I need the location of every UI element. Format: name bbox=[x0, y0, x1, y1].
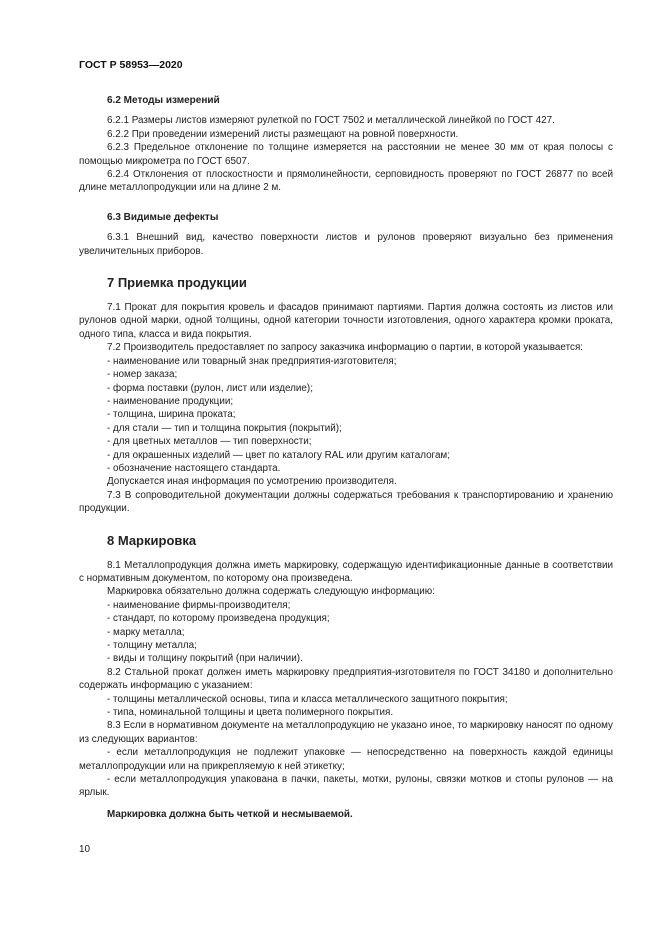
list-item: - если металлопродукция не подлежит упаковке — непосредственно на поверхность каждой единицы металлопродукции или на прикрепляемую к ней этикетку; bbox=[79, 747, 613, 772]
list-item: - толщины металлической основы, типа и класса металлического защитного покрытия; bbox=[107, 693, 508, 705]
paragraph: 6.2.2 При проведении измерений листы размещают на ровной поверхности. bbox=[107, 128, 459, 140]
list-item: - толщина, ширина проката; bbox=[107, 409, 236, 421]
paragraph: 8.1 Металлопродукция должна иметь маркировку, содержащую идентификационные данные в соответствии с нормативным документом, по которому она произведена. bbox=[79, 559, 613, 584]
document-page bbox=[79, 58, 613, 821]
list-item: - стандарт, по которому произведена продукция; bbox=[107, 613, 330, 625]
paragraph: 7.2 Производитель предоставляет по запросу заказчика информацию о партии, в которой указывается: bbox=[107, 342, 584, 354]
list-item: - для цветных металлов — тип поверхности; bbox=[107, 436, 312, 448]
paragraph: 6.2.4 Отклонения от плоскостности и прямолинейности, серповидность проверяют по ГОСТ 26877 по всей длине металлопродукции или на длине 2 м. bbox=[79, 169, 613, 194]
list-item: - виды и толщину покрытий (при наличии). bbox=[107, 653, 303, 665]
section-8 bbox=[79, 532, 613, 822]
subsection-title: 6.3 Видимые дефекты bbox=[107, 211, 219, 223]
list-item: - наименование продукции; bbox=[107, 395, 234, 407]
paragraph: Маркировка обязательно должна содержать следующую информацию: bbox=[107, 586, 435, 598]
subsection-6-2 bbox=[79, 94, 613, 195]
paragraph: Допускается иная информация по усмотрению производителя. bbox=[107, 476, 397, 488]
list-item: - для окрашенных изделий — цвет по каталогу RAL или другим каталогам; bbox=[107, 449, 450, 461]
list-item: - наименование или товарный знак предприятия-изготовителя; bbox=[107, 355, 397, 367]
marking-note: Маркировка должна быть четкой и несмываемой. bbox=[107, 808, 353, 820]
paragraph: 7.1 Прокат для покрытия кровель и фасадов принимают партиями. Партия должна состоять из листов или рулонов одной марки, одной толщины, одной категории точности изготовления, одного характера кромки проката, одного типа, класса и вида покрытия. bbox=[79, 302, 613, 340]
list-item: - для стали — тип и толщина покрытия (покрытий); bbox=[107, 422, 342, 434]
paragraph: 6.2.3 Предельное отклонение по толщине измеряется на расстоянии не менее 30 мм от края полосы с помощью микрометра по ГОСТ 6507. bbox=[79, 142, 613, 167]
document-code: ГОСТ Р 58953—2020 bbox=[79, 59, 183, 71]
section-title: 7 Приемка продукции bbox=[107, 275, 247, 291]
list-item: - марку металла; bbox=[107, 626, 185, 638]
page-number: 10 bbox=[79, 844, 90, 855]
paragraph: 8.3 Если в нормативном документе на металлопродукцию не указано иное, то маркировку наносят по одному из следующих вариантов: bbox=[79, 720, 613, 745]
section-7 bbox=[79, 274, 613, 516]
paragraph: 6.3.1 Внешний вид, качество поверхности листов и рулонов проверяют визуально без применения увеличительных приборов. bbox=[79, 232, 613, 257]
paragraph: 7.3 В сопроводительной документации должны содержаться требования к транспортированию и хранению продукции. bbox=[79, 489, 613, 515]
list-item: - наименование фирмы-производителя; bbox=[107, 599, 291, 611]
list-item: - форма поставки (рулон, лист или изделие); bbox=[107, 382, 313, 394]
subsection-title: 6.2 Методы измерений bbox=[107, 95, 220, 106]
list-item: - если металлопродукция упакована в пачки, пакеты, мотки, рулоны, связки мотков и стопы рулонов — на ярлык. bbox=[79, 774, 613, 799]
list-item: - обозначение настоящего стандарта. bbox=[107, 462, 281, 474]
paragraph: 6.2.1 Размеры листов измеряют рулеткой по ГОСТ 7502 и металлической линейкой по ГОСТ 427. bbox=[107, 115, 555, 127]
list-item: - типа, номинальной толщины и цвета полимерного покрытия. bbox=[107, 707, 394, 719]
section-title: 8 Маркировка bbox=[107, 532, 197, 548]
subsection-6-3 bbox=[79, 211, 613, 258]
list-item: - номер заказа; bbox=[107, 369, 178, 381]
paragraph: 8.2 Стальной прокат должен иметь маркировку предприятия-изготовителя по ГОСТ 34180 и дополнительно содержать информацию с указанием: bbox=[79, 666, 613, 692]
list-item: - толщину металла; bbox=[107, 640, 197, 651]
